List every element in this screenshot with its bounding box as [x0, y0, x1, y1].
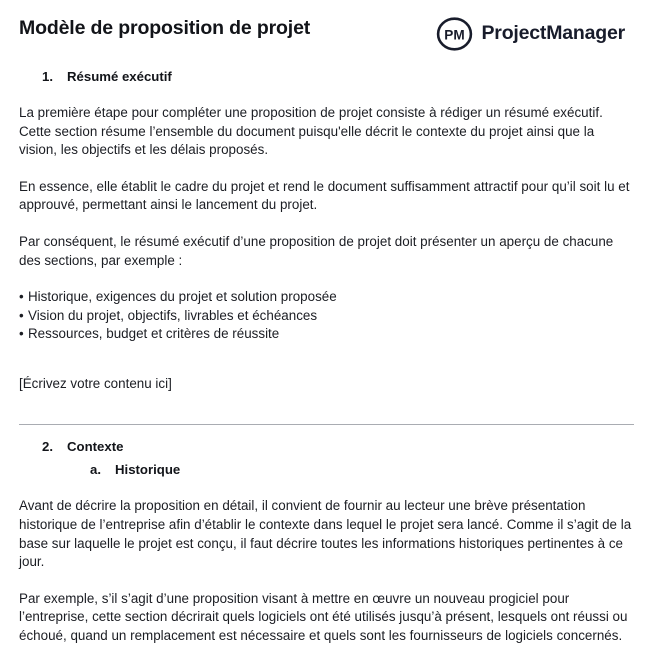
brand-name-label: ProjectManager	[481, 22, 625, 45]
subsection-number-2a: a.	[90, 462, 101, 478]
document-header	[19, 0, 634, 56]
paragraph: Par conséquent, le résumé exécutif d’une proposition de projet doit présenter un aperçu de chacune des sections, par exemple :	[19, 233, 614, 268]
svg-text:PM: PM	[443, 27, 465, 43]
spacer	[19, 270, 634, 288]
spacer	[19, 344, 634, 362]
spacer	[19, 85, 634, 104]
list-item-label: Historique, exigences du projet et solution proposée	[28, 289, 337, 305]
page-title: Modèle de proposition de projet	[19, 17, 311, 39]
bullet-list	[19, 288, 634, 344]
paragraph: En essence, elle établit le cadre du projet et rend le document suffisamment attractif pour qu’il soit lu et approuvé, permettant ainsi le lancement du projet.	[19, 178, 630, 213]
paragraph: La première étape pour compléter une proposition de projet consiste à rédiger un résumé exécutif. Cette section résume l’ensemble du document puisqu'elle décrit le contexte du projet ainsi que la vision, les objectifs et les délais proposés.	[19, 105, 603, 158]
section-heading-1	[19, 68, 634, 85]
paragraph: Avant de décrire la proposition en détail, il convient de fournir au lecteur une brève présentation historique de l’entreprise afin d’établir le contexte dans lequel le projet sera lancé. Comme il s’agit de la base sur laquelle le projet est conçu, il faut décrire toutes les informations historiques pertinentes à ce jour.	[19, 498, 632, 570]
paragraph: Par exemple, s’il s’agit d’une proposition visant à mettre en œuvre un nouveau progiciel pour l’entreprise, cette section décrirait quels logiciels ont été utilisés jusqu’à présent, lesquels ont réussi ou échoué, quand un remplacement est nécessaire et quels sont les fournisseurs de logiciels concernés.	[19, 590, 628, 643]
section-1-body	[19, 104, 634, 394]
list-item	[19, 288, 634, 307]
bullet-glyph: •	[19, 326, 24, 342]
section-number-2: 2.	[42, 439, 53, 455]
subsection-heading-2a	[19, 461, 634, 478]
section-divider	[19, 424, 634, 426]
list-item-label: Vision du projet, objectifs, livrables et échéances	[28, 307, 318, 323]
projectmanager-logo	[436, 17, 626, 51]
section-divider-wrap	[19, 407, 634, 426]
section-title-1: Résumé exécutif	[67, 69, 172, 84]
subsection-title-2a: Historique	[115, 462, 181, 478]
bullet-glyph: •	[19, 307, 24, 323]
list-item-label: Ressources, budget et critères de réussite	[28, 326, 280, 342]
bullet-glyph: •	[19, 289, 24, 305]
spacer	[19, 478, 634, 497]
list-item	[19, 307, 634, 326]
spacer	[19, 572, 634, 590]
section-heading-2	[19, 438, 634, 455]
content-placeholder-1[interactable]: [Écrivez votre contenu ici]	[19, 376, 172, 392]
pm-monogram-icon	[436, 17, 473, 51]
spacer	[19, 215, 634, 233]
section-number-1: 1.	[42, 69, 53, 84]
section-2-body	[19, 497, 634, 645]
section-title-2: Contexte	[67, 439, 124, 455]
list-item	[19, 325, 634, 344]
spacer	[19, 160, 634, 178]
